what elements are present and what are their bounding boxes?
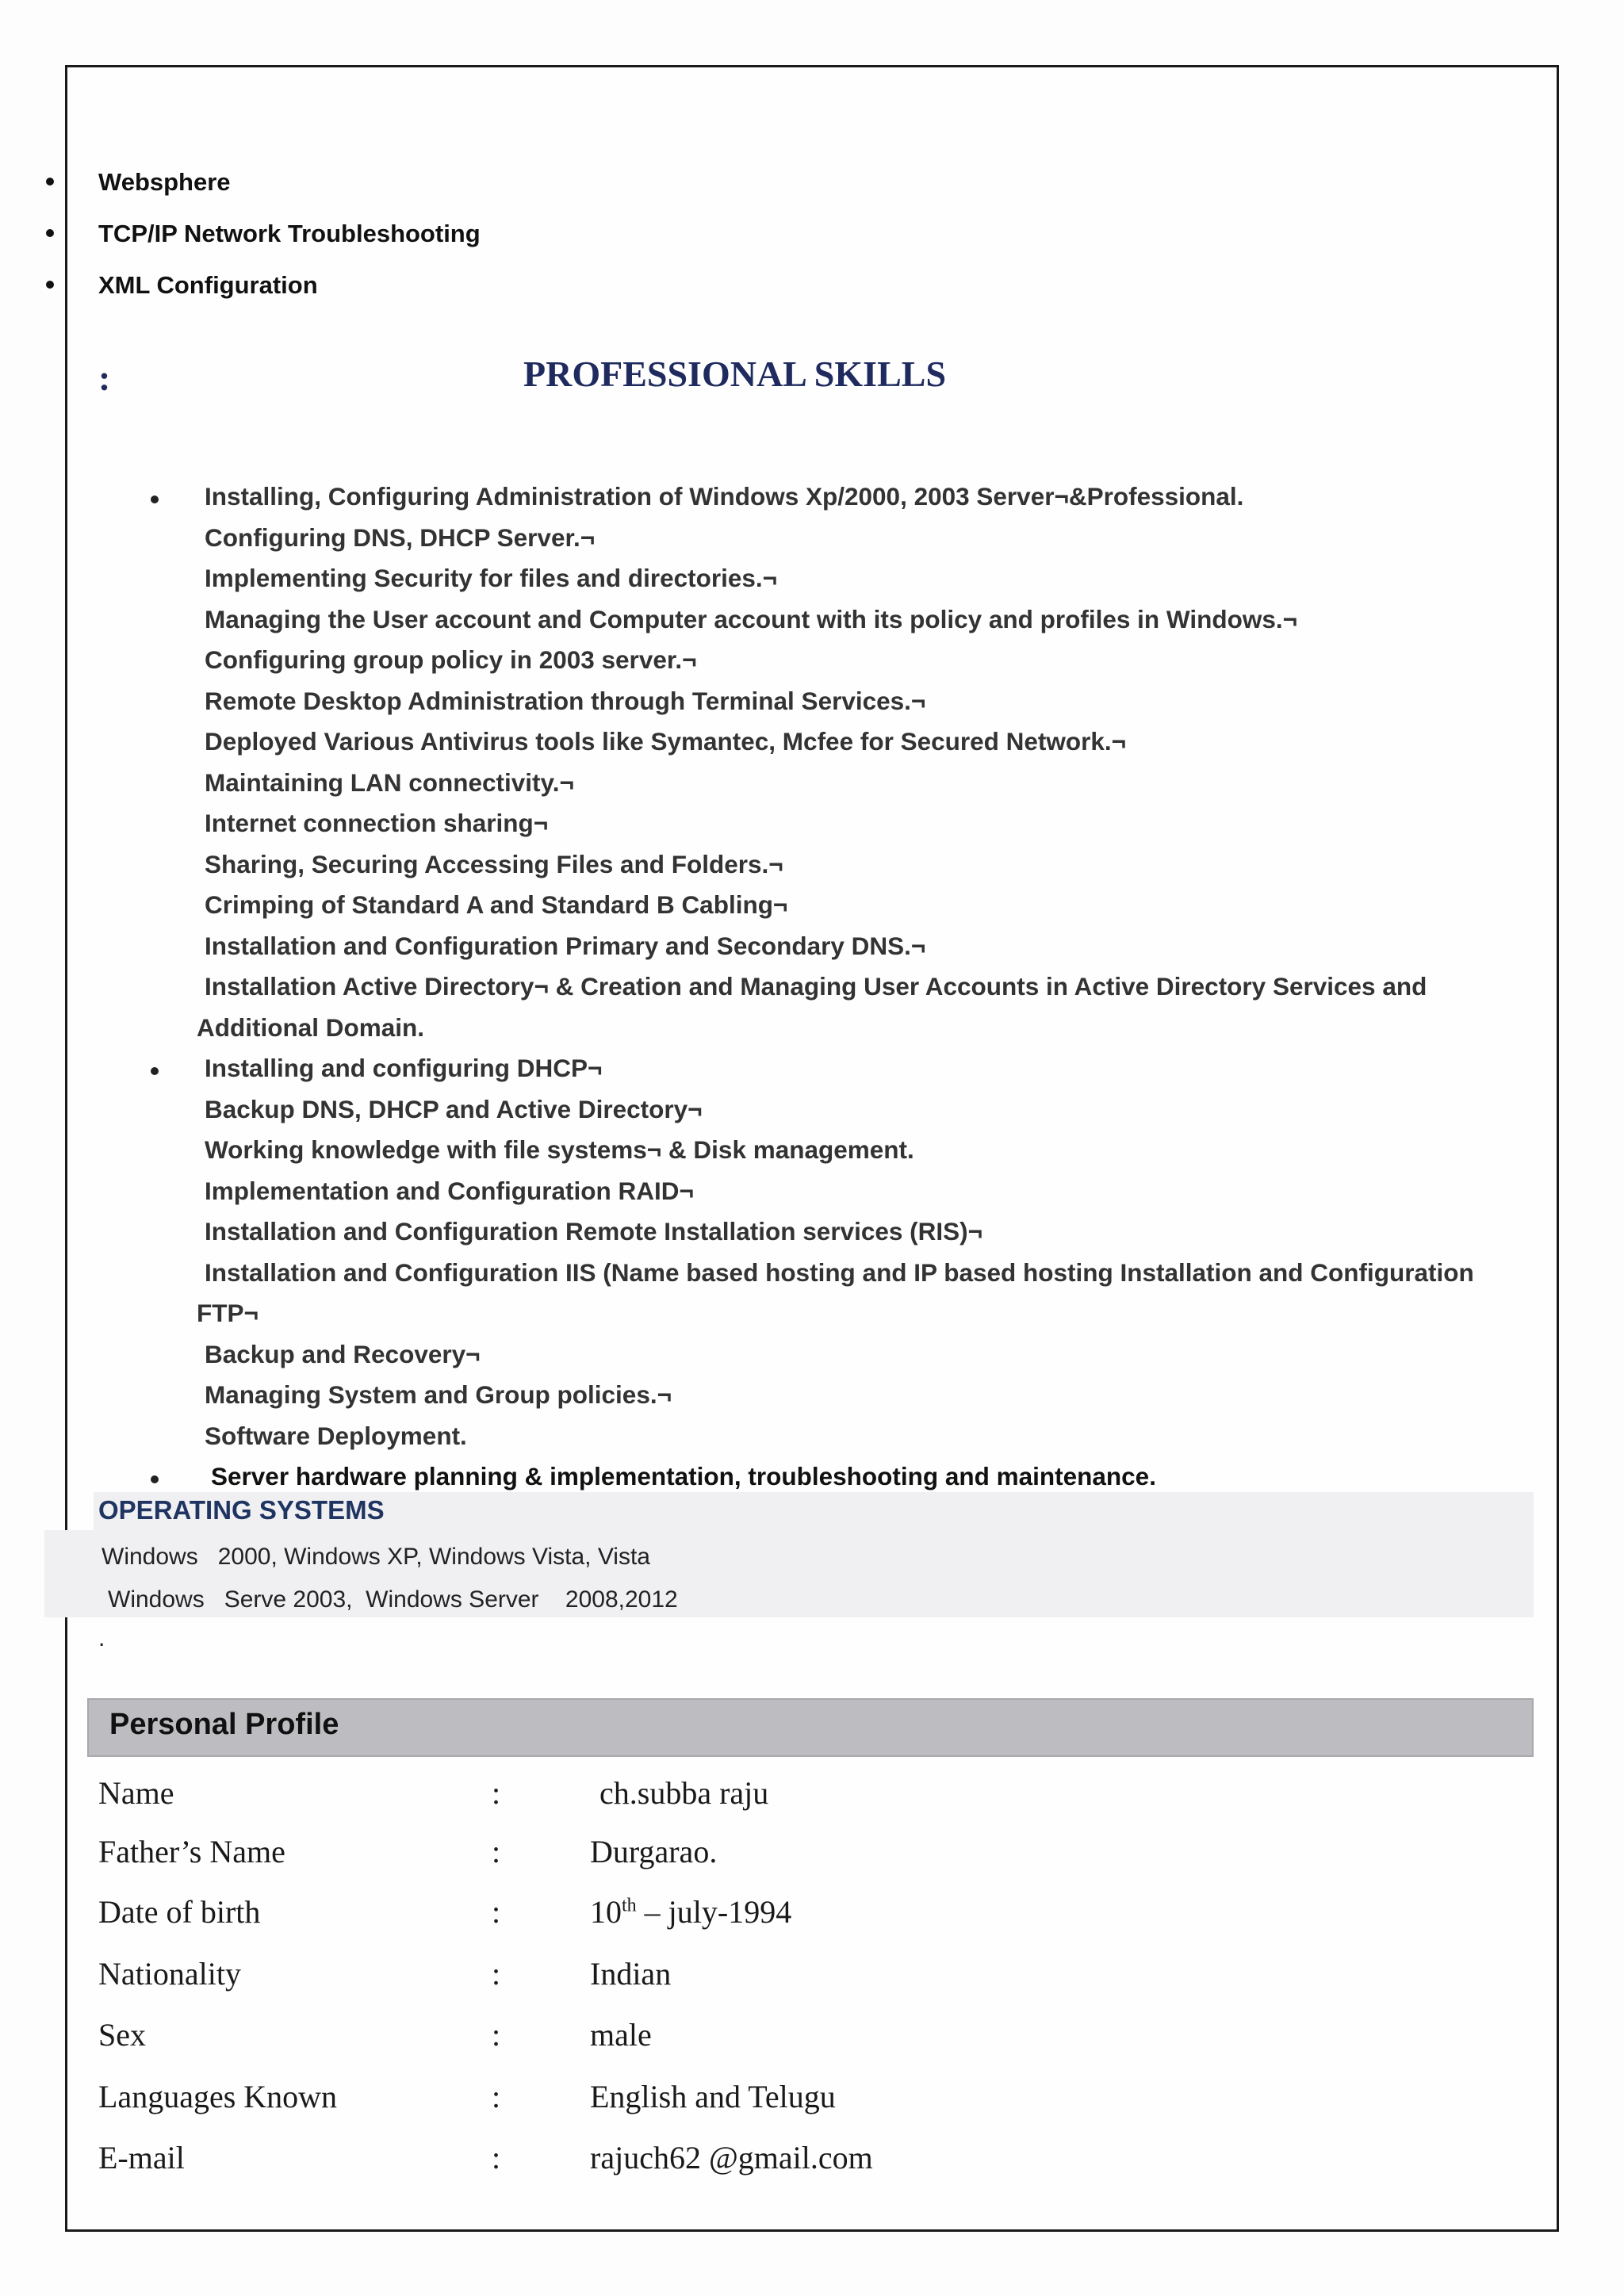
profile-separator: : (492, 2017, 501, 2053)
bullet-icon (151, 1067, 159, 1075)
skill-item: Maintaining LAN connectivity.¬ (205, 768, 574, 797)
operating-systems-line: Windows 2000, Windows XP, Windows Vista, Vista (102, 1544, 650, 1570)
profile-row-email (0, 2139, 1624, 2187)
operating-systems-line: Windows Serve 2003, Windows Server 2008,2012 (108, 1586, 678, 1613)
skill-item: Configuring group policy in 2003 server.¬ (205, 645, 697, 674)
profile-row-name (0, 1774, 1624, 1822)
profile-separator: : (492, 1834, 501, 1869)
skill-item: Backup and Recovery¬ (205, 1340, 481, 1368)
skill-item: Backup DNS, DHCP and Active Directory¬ (205, 1095, 703, 1123)
skill-item: Server hardware planning & implementation, troubleshooting and maintenance. (211, 1462, 1156, 1490)
skill-item: Deployed Various Antivirus tools like Symantec, Mcfee for Secured Network.¬ (205, 727, 1127, 756)
skill-item: Installing, Configuring Administration of Windows Xp/2000, 2003 Server¬&Professional. (205, 482, 1244, 511)
profile-separator: : (492, 1894, 501, 1930)
profile-value: rajuch62 @gmail.com (590, 2140, 873, 2175)
skill-item: Implementation and Configuration RAID¬ (205, 1177, 694, 1205)
profile-value-day: 10 (590, 1894, 622, 1930)
bullet-icon (46, 178, 54, 186)
profile-row-languages (0, 2078, 1624, 2126)
skill-item: Managing the User account and Computer account with its policy and profiles in Windows.¬ (205, 605, 1297, 633)
skill-item: Remote Desktop Administration through Terminal Services.¬ (205, 687, 926, 715)
profile-row-date-of-birth (0, 1893, 1624, 1941)
section-colon: : (98, 358, 111, 398)
profile-separator: : (492, 2140, 501, 2175)
profile-separator: : (492, 1956, 501, 1992)
bullet-icon (46, 229, 54, 237)
list-item-text: XML Configuration (98, 271, 318, 299)
profile-value: ch.subba raju (599, 1775, 769, 1811)
bullet-icon (46, 281, 54, 289)
skill-item: Crimping of Standard A and Standard B Cabling¬ (205, 890, 788, 919)
profile-value: English and Telugu (590, 2079, 836, 2114)
skill-item: Internet connection sharing¬ (205, 809, 549, 837)
skill-item: Implementing Security for files and directories.¬ (205, 564, 778, 592)
profile-label: Languages Known (98, 2079, 338, 2114)
profile-separator: : (492, 1775, 501, 1811)
skill-item: Installation and Configuration Remote Installation services (RIS)¬ (205, 1217, 983, 1246)
section-title-professional-skills: PROFESSIONAL SKILLS (523, 354, 947, 394)
skill-item: Configuring DNS, DHCP Server.¬ (205, 523, 596, 552)
operating-systems-panel-edge (44, 1530, 95, 1617)
profile-row-father-name (0, 1833, 1624, 1881)
profile-row-nationality (0, 1955, 1624, 2003)
profile-label: Date of birth (98, 1894, 261, 1930)
profile-value: Durgarao. (590, 1834, 718, 1869)
skill-item: Working knowledge with file systems¬ & Disk management. (205, 1135, 914, 1164)
profile-value (590, 1893, 791, 1931)
profile-separator: : (492, 2079, 501, 2114)
profile-row-sex (0, 2016, 1624, 2064)
profile-label: Sex (98, 2017, 146, 2053)
profile-label: Name (98, 1775, 174, 1811)
list-item-text: TCP/IP Network Troubleshooting (98, 220, 481, 247)
profile-value-month-year: – july-1994 (636, 1894, 792, 1930)
skill-item: Software Deployment. (205, 1422, 467, 1450)
bullet-icon (151, 496, 159, 503)
skill-item: Installing and configuring DHCP¬ (205, 1054, 603, 1082)
skill-item: Installation Active Directory¬ & Creation and Managing User Accounts in Active Directory Services and (205, 972, 1427, 1001)
profile-value: male (590, 2017, 652, 2053)
operating-systems-heading: OPERATING SYSTEMS (98, 1495, 385, 1525)
skill-item: Sharing, Securing Accessing Files and Folders.¬ (205, 850, 783, 878)
profile-label: Nationality (98, 1956, 241, 1992)
skill-item: FTP¬ (197, 1299, 259, 1327)
skill-item: Installation and Configuration IIS (Name based hosting and IP based hosting Installation and Configuration (205, 1258, 1474, 1287)
profile-value-ordinal: th (622, 1895, 637, 1916)
profile-value: Indian (590, 1956, 672, 1992)
profile-label: E-mail (98, 2140, 185, 2175)
list-item-text: Websphere (98, 168, 231, 196)
personal-profile-heading: Personal Profile (109, 1708, 339, 1741)
skill-item: Additional Domain. (197, 1013, 424, 1042)
skill-item: Managing System and Group policies.¬ (205, 1380, 672, 1409)
skill-item: Installation and Configuration Primary and Secondary DNS.¬ (205, 932, 926, 960)
trailing-dot: . (98, 1625, 105, 1651)
bullet-icon (151, 1475, 159, 1483)
profile-label: Father’s Name (98, 1834, 285, 1869)
